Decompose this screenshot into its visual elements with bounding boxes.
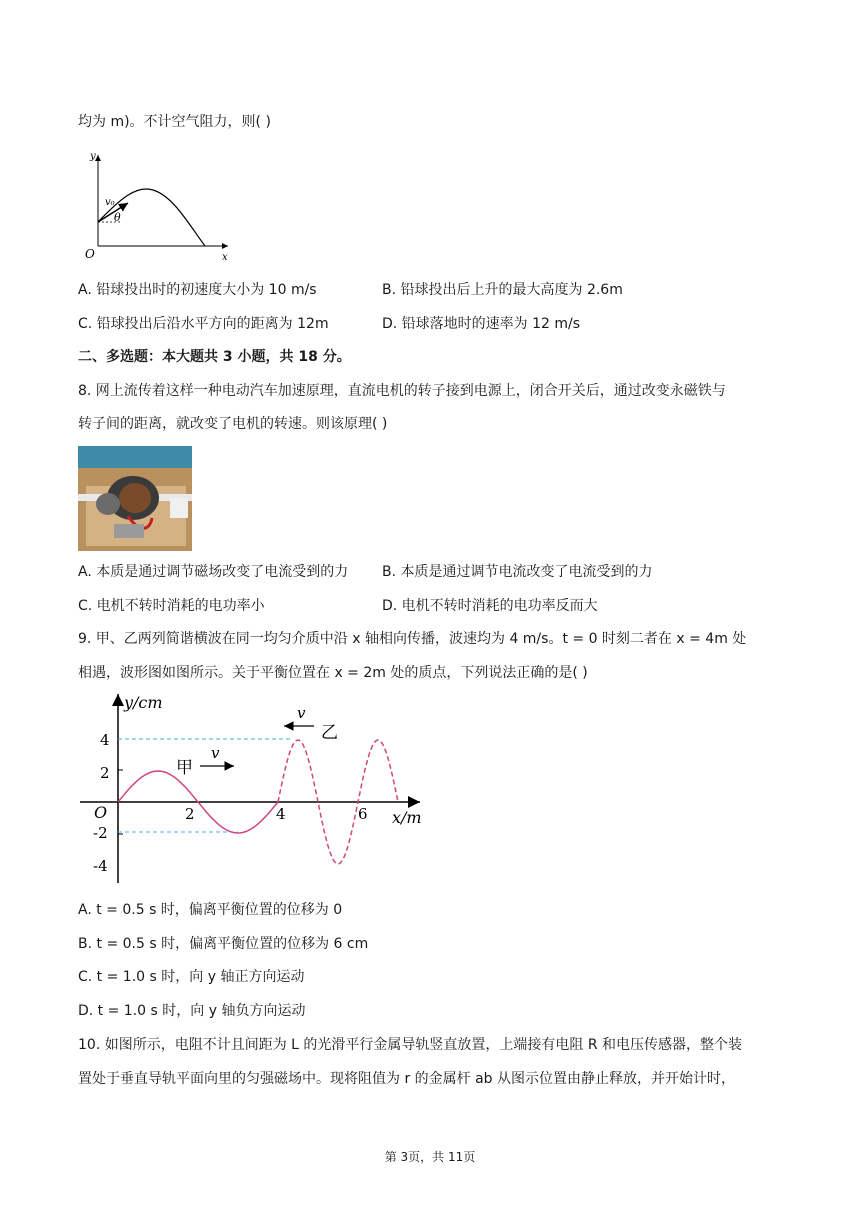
q7-option-c: C. 铅球投出后沿水平方向的距离为 12m: [78, 316, 329, 332]
q8-stem-line-1: 8. 网上流传着这样一种电动汽车加速原理，直流电机的转子接到电源上，闭合开关后，通过改变永磁铁与: [78, 383, 726, 399]
q9-y-tick-2: 2: [100, 764, 110, 782]
q9-y-axis-label: y/cm: [124, 693, 163, 712]
q9-option-c: C. t = 1.0 s 时，向 y 轴正方向运动: [78, 969, 305, 985]
q10-stem-line-1: 10. 如图所示，电阻不计且间距为 L 的光滑平行金属导轨竖直放置，上端接有电阻 R 和电压传感器，整个装: [78, 1037, 743, 1053]
q8-option-d: D. 电机不转时消耗的电功率反而大: [382, 598, 598, 614]
q8-motor-photo: [78, 446, 192, 551]
q7-origin-label: O: [85, 247, 95, 261]
page-footer: 第 3页，共 11页: [384, 1150, 476, 1164]
q9-wave-graph: [78, 688, 428, 888]
q9-option-a: A. t = 0.5 s 时，偏离平衡位置的位移为 0: [78, 902, 343, 918]
q7-v0-label: v₀: [105, 197, 115, 208]
q9-x-axis-label: x/m: [392, 808, 422, 827]
q9-x-tick-4: 4: [276, 805, 286, 823]
section-2-title: 二、多选题：本大题共 3 小题，共 18 分。: [78, 349, 351, 365]
q9-wave-a-label: 甲: [176, 758, 193, 778]
q8-option-b: B. 本质是通过调节电流改变了电流受到的力: [382, 564, 653, 580]
q8-stem-line-2: 转子间的距离，就改变了电机的转速。则该原理( ): [78, 416, 388, 432]
q7-trajectory-figure: [78, 143, 238, 265]
q9-x-tick-2: 2: [185, 805, 195, 823]
q9-stem-line-2: 相遇，波形图如图所示。关于平衡位置在 x = 2m 处的质点，下列说法正确的是( ): [78, 665, 588, 681]
q7-x-label: x: [222, 252, 228, 263]
q8-option-a: A. 本质是通过调节磁场改变了电流受到的力: [78, 564, 349, 580]
q9-option-d: D. t = 1.0 s 时，向 y 轴负方向运动: [78, 1003, 306, 1019]
q7-option-d: D. 铅球落地时的速率为 12 m/s: [382, 316, 581, 332]
q7-option-b: B. 铅球投出后上升的最大高度为 2.6m: [382, 282, 623, 298]
q9-wave-a-v: v: [211, 744, 220, 762]
q7-option-a: A. 铅球投出时的初速度大小为 10 m/s: [78, 282, 317, 298]
q9-stem-line-1: 9. 甲、乙两列简谐横波在同一均匀介质中沿 x 轴相向传播，波速均为 4 m/s。t = 0 时刻二者在 x = 4m 处: [78, 631, 747, 647]
q9-x-tick-6: 6: [358, 805, 368, 823]
q7-theta-label: θ: [114, 211, 121, 224]
q9-y-tick-4: 4: [100, 731, 110, 749]
q9-y-tick-neg2: -2: [93, 824, 108, 842]
q9-origin-label: O: [94, 803, 108, 822]
q7-y-label: y: [90, 151, 96, 162]
q7-stem-tail: 均为 m)。不计空气阻力，则( ): [78, 114, 271, 130]
q9-y-tick-neg4: -4: [93, 857, 108, 875]
q10-stem-line-2: 置处于垂直导轨平面向里的匀强磁场中。现将阻值为 r 的金属杆 ab 从图示位置由静止释放，并开始计时，: [78, 1071, 736, 1087]
q9-wave-b-v: v: [297, 704, 306, 722]
q9-option-b: B. t = 0.5 s 时，偏离平衡位置的位移为 6 cm: [78, 936, 369, 952]
q9-wave-b-label: 乙: [321, 723, 338, 743]
q8-option-c: C. 电机不转时消耗的电功率小: [78, 598, 265, 614]
